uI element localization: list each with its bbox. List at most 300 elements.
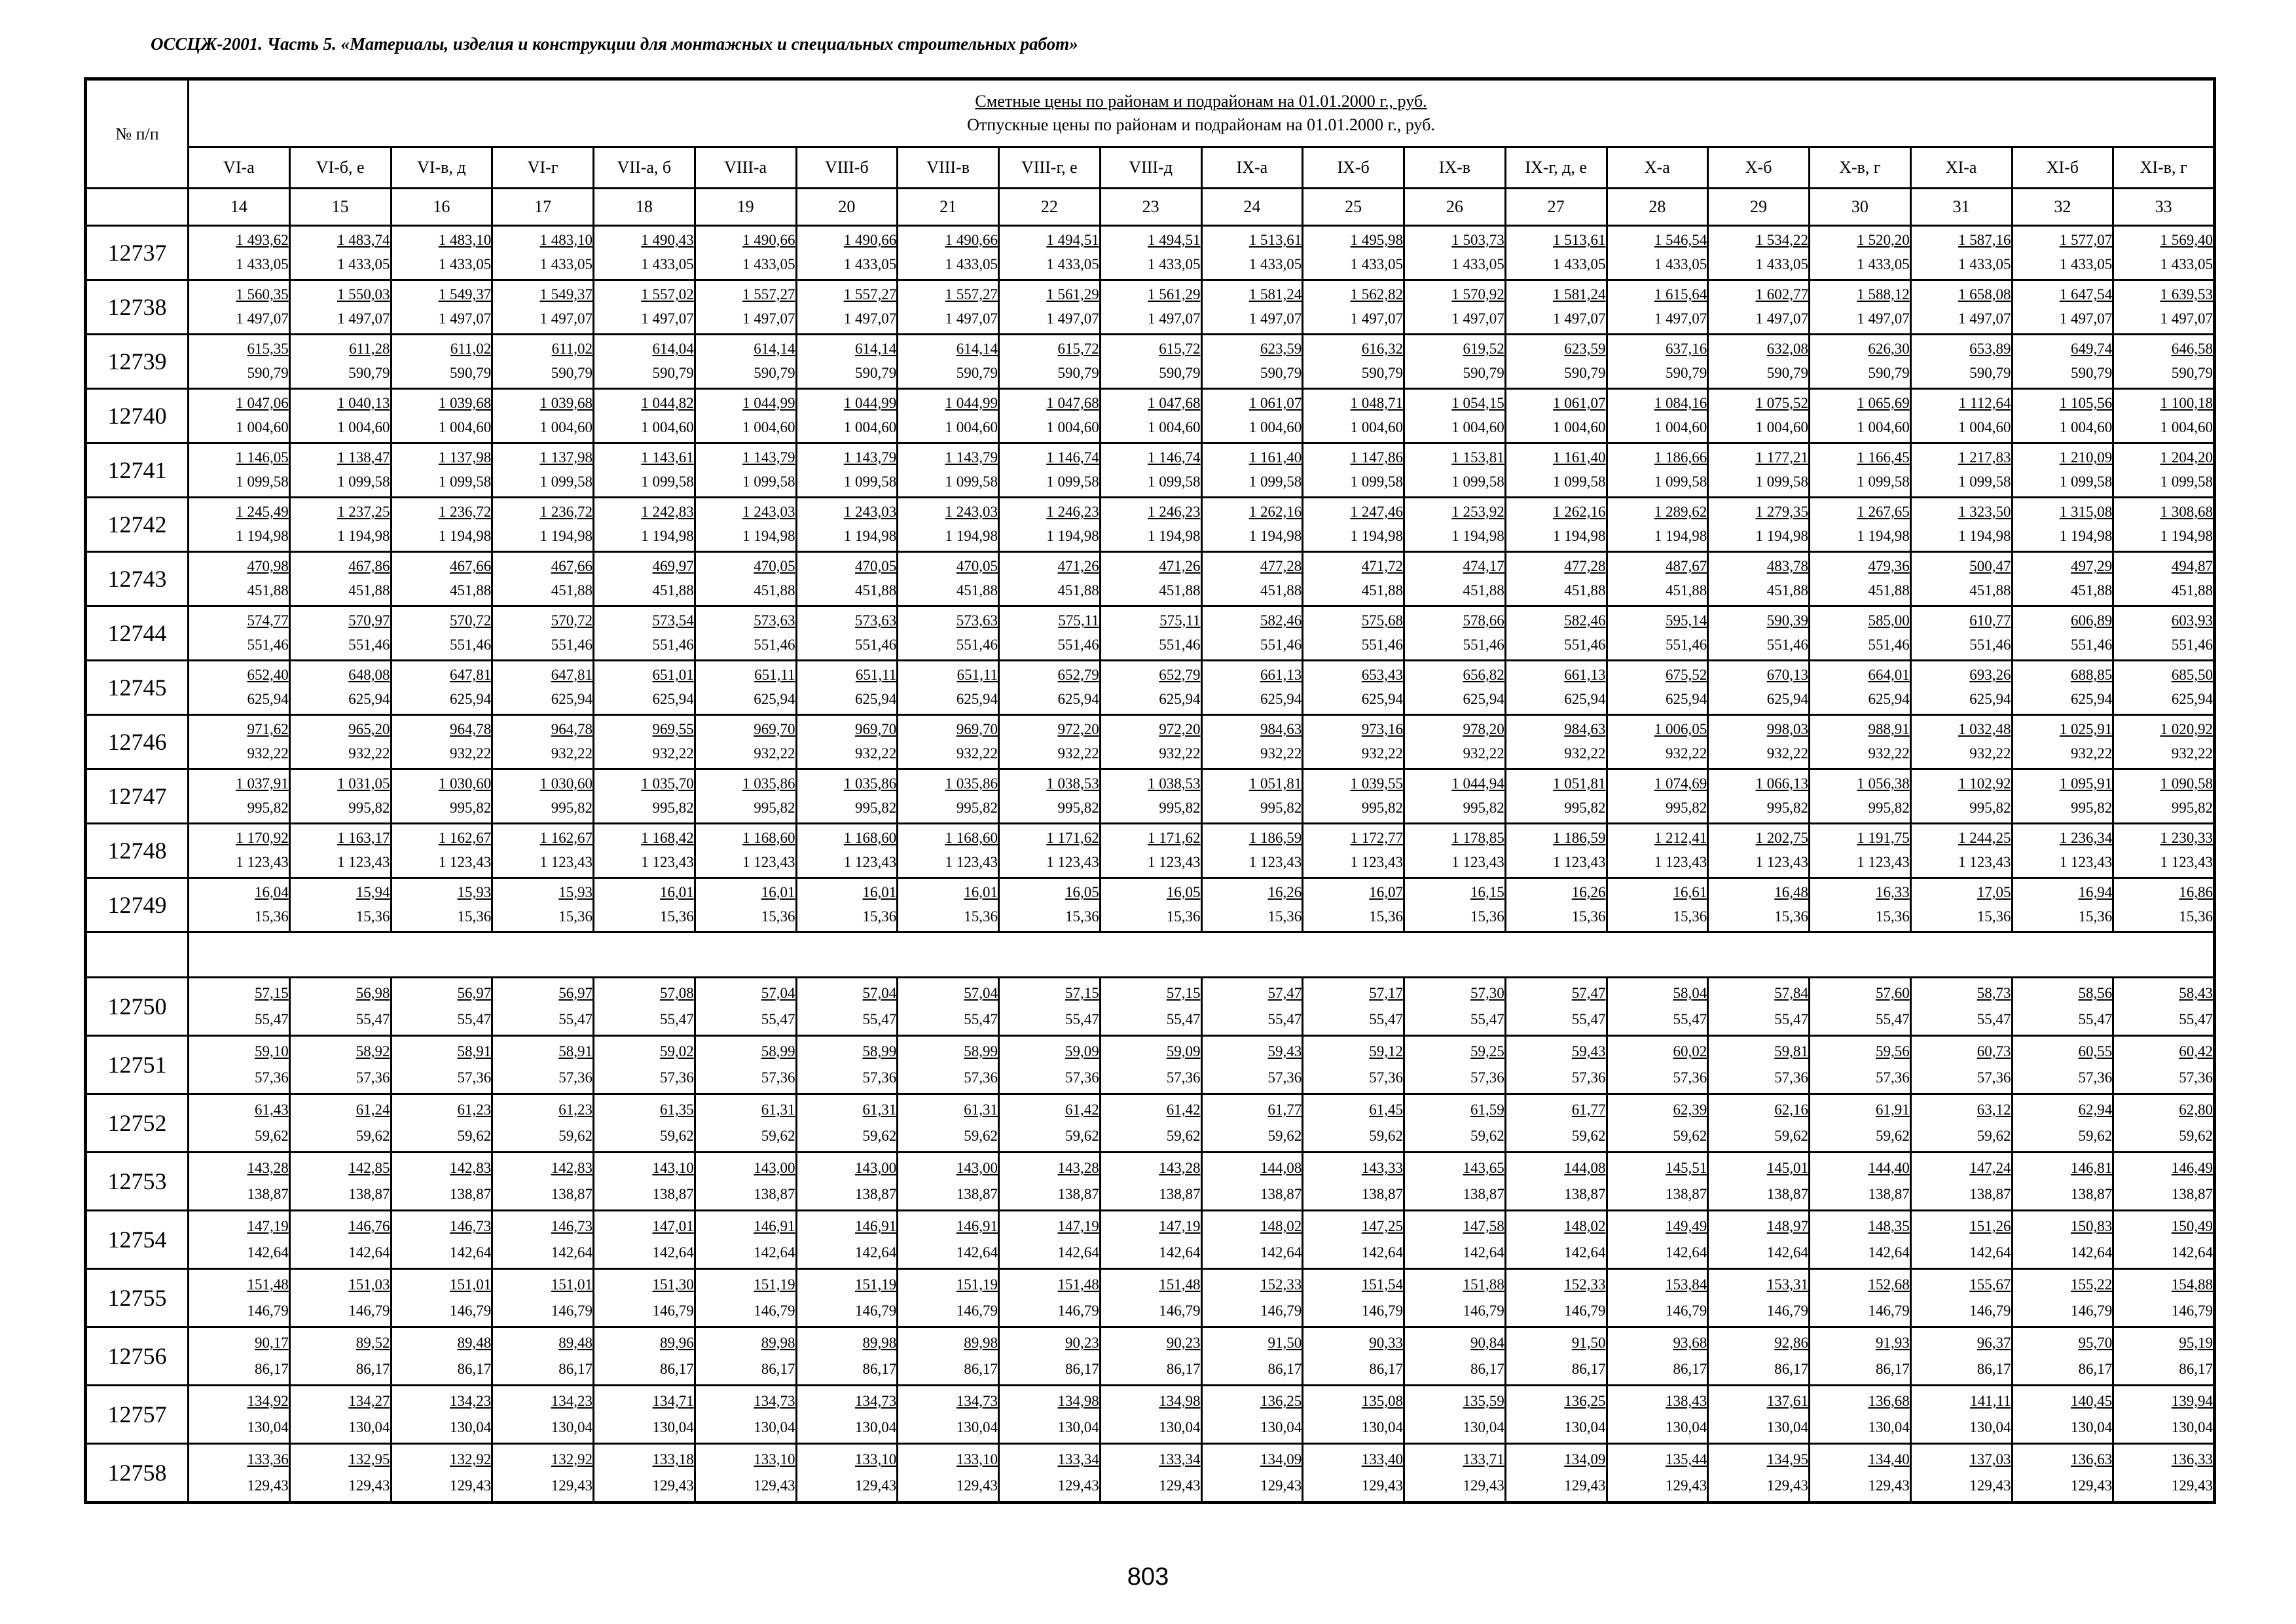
price-cell xyxy=(2012,1153,2113,1211)
estimate-price: 59,10 xyxy=(255,1043,289,1060)
release-price: 146,79 xyxy=(1463,1302,1504,1319)
estimate-price: 151,54 xyxy=(1361,1276,1403,1293)
estimate-price: 151,01 xyxy=(551,1276,592,1293)
release-price: 15,36 xyxy=(761,908,795,925)
release-price: 1 123,43 xyxy=(742,854,795,870)
price-cell xyxy=(796,335,898,389)
estimate-price: 1 056,38 xyxy=(1857,775,1910,792)
price-cell xyxy=(695,498,796,552)
estimate-price: 136,25 xyxy=(1564,1393,1606,1409)
estimate-price: 61,59 xyxy=(1470,1101,1504,1118)
estimate-price: 1 243,03 xyxy=(945,504,998,520)
item-code: 12741 xyxy=(86,443,189,498)
release-price: 551,46 xyxy=(1361,637,1403,653)
release-price: 932,22 xyxy=(2171,745,2213,762)
estimate-price: 470,05 xyxy=(754,558,795,574)
release-price: 625,94 xyxy=(1260,691,1302,707)
price-cell xyxy=(189,769,290,824)
estimate-price: 146,91 xyxy=(956,1218,998,1234)
estimate-price: 146,73 xyxy=(551,1218,592,1234)
release-price: 551,46 xyxy=(348,637,390,653)
price-cell xyxy=(594,1327,695,1386)
release-price: 995,82 xyxy=(247,800,289,816)
price-cell xyxy=(492,878,594,932)
estimate-price: 1 262,16 xyxy=(1248,504,1302,520)
estimate-price: 89,48 xyxy=(558,1335,592,1351)
release-price: 146,79 xyxy=(1766,1302,1808,1319)
estimate-price: 90,23 xyxy=(1166,1335,1201,1351)
price-cell xyxy=(898,1269,999,1327)
estimate-price: 137,61 xyxy=(1766,1393,1808,1409)
release-price: 86,17 xyxy=(1470,1361,1504,1377)
estimate-price: 89,98 xyxy=(862,1335,897,1351)
price-cell xyxy=(391,978,492,1036)
release-price: 55,47 xyxy=(457,1011,492,1027)
price-cell xyxy=(289,978,391,1036)
release-price: 451,88 xyxy=(1463,582,1504,599)
estimate-price: 59,09 xyxy=(1166,1043,1201,1060)
estimate-price: 56,97 xyxy=(558,985,592,1001)
release-price: 86,17 xyxy=(964,1361,998,1377)
price-cell xyxy=(1505,1094,1607,1153)
release-price: 15,36 xyxy=(1166,908,1201,925)
release-price: 57,36 xyxy=(1977,1069,2011,1086)
estimate-price: 133,34 xyxy=(1159,1451,1201,1467)
estimate-price: 143,00 xyxy=(855,1160,897,1176)
estimate-price: 1 308,68 xyxy=(2160,504,2213,520)
release-price: 1 194,98 xyxy=(2160,528,2213,544)
price-cell xyxy=(1810,1211,1911,1269)
estimate-price: 1 037,91 xyxy=(236,775,289,792)
estimate-price: 1 493,62 xyxy=(236,232,289,248)
price-cell xyxy=(1505,1327,1607,1386)
estimate-price: 616,32 xyxy=(1361,341,1403,357)
price-cell xyxy=(1100,1211,1201,1269)
price-cell xyxy=(1303,1444,1404,1503)
price-cell xyxy=(1201,498,1303,552)
estimate-price: 151,01 xyxy=(450,1276,492,1293)
release-price: 142,64 xyxy=(652,1244,694,1261)
release-price: 130,04 xyxy=(1564,1419,1606,1435)
release-price: 1 004,60 xyxy=(236,419,289,435)
release-price: 146,79 xyxy=(247,1302,289,1319)
price-cell xyxy=(2113,606,2215,661)
price-cell xyxy=(1201,978,1303,1036)
estimate-price: 62,94 xyxy=(2078,1101,2113,1118)
release-price: 451,88 xyxy=(1766,582,1808,599)
estimate-price: 59,43 xyxy=(1267,1043,1302,1060)
estimate-price: 614,14 xyxy=(956,341,998,357)
price-cell xyxy=(898,1444,999,1503)
price-cell xyxy=(1708,661,1810,715)
release-price: 1 433,05 xyxy=(2059,256,2113,272)
estimate-price: 1 143,79 xyxy=(843,449,897,466)
price-cell xyxy=(1100,1327,1201,1386)
release-price: 932,22 xyxy=(450,745,492,762)
release-price: 129,43 xyxy=(1057,1477,1099,1494)
release-price: 451,88 xyxy=(348,582,390,599)
estimate-price: 1 212,41 xyxy=(1654,830,1707,846)
price-cell xyxy=(1404,769,1506,824)
price-cell xyxy=(1708,226,1810,280)
release-price: 142,64 xyxy=(348,1244,390,1261)
price-cell xyxy=(594,769,695,824)
release-price: 1 497,07 xyxy=(2059,310,2113,327)
estimate-price: 151,48 xyxy=(247,1276,289,1293)
estimate-price: 971,62 xyxy=(247,721,289,737)
estimate-price: 58,91 xyxy=(457,1043,492,1060)
table-row xyxy=(86,824,2215,878)
release-price: 86,17 xyxy=(1673,1361,1707,1377)
price-cell xyxy=(1607,443,1708,498)
estimate-price: 1 549,37 xyxy=(539,286,592,303)
estimate-price: 143,28 xyxy=(1057,1160,1099,1176)
price-cell xyxy=(189,389,290,443)
estimate-price: 146,81 xyxy=(2071,1160,2113,1176)
estimate-price: 649,74 xyxy=(2071,341,2113,357)
estimate-price: 470,98 xyxy=(247,558,289,574)
table-row xyxy=(86,335,2215,389)
estimate-price: 57,15 xyxy=(1166,985,1201,1001)
price-cell xyxy=(695,661,796,715)
region-header: VIII-б xyxy=(796,147,898,189)
release-price: 625,94 xyxy=(348,691,390,707)
estimate-price: 965,20 xyxy=(348,721,390,737)
release-price: 1 497,07 xyxy=(1654,310,1707,327)
price-cell xyxy=(2113,1444,2215,1503)
price-cell xyxy=(289,769,391,824)
price-cell xyxy=(1201,1036,1303,1094)
estimate-price: 1 105,56 xyxy=(2059,395,2113,411)
estimate-price: 1 217,83 xyxy=(1958,449,2011,466)
release-price: 590,79 xyxy=(1969,365,2011,381)
price-cell xyxy=(695,389,796,443)
estimate-price: 1 236,72 xyxy=(539,504,592,520)
estimate-price: 93,68 xyxy=(1673,1335,1707,1351)
price-cell xyxy=(1505,769,1607,824)
release-price: 1 497,07 xyxy=(1451,310,1504,327)
price-cell xyxy=(1100,1269,1201,1327)
release-price: 995,82 xyxy=(1564,800,1606,816)
release-price: 1 099,58 xyxy=(2160,473,2213,490)
estimate-price: 147,19 xyxy=(247,1218,289,1234)
column-number: 29 xyxy=(1708,189,1810,226)
estimate-price: 1 044,99 xyxy=(843,395,897,411)
price-cell xyxy=(2012,1036,2113,1094)
price-cell xyxy=(594,335,695,389)
release-price: 932,22 xyxy=(348,745,390,762)
price-cell xyxy=(1607,661,1708,715)
price-cell xyxy=(391,1327,492,1386)
release-price: 59,62 xyxy=(558,1128,592,1144)
estimate-price: 1 168,60 xyxy=(945,830,998,846)
release-price: 625,94 xyxy=(652,691,694,707)
release-price: 1 194,98 xyxy=(337,528,390,544)
release-price: 590,79 xyxy=(754,365,795,381)
estimate-price: 582,46 xyxy=(1564,612,1606,629)
estimate-price: 151,03 xyxy=(348,1276,390,1293)
price-cell xyxy=(1201,389,1303,443)
estimate-price: 1 236,34 xyxy=(2059,830,2113,846)
price-cell xyxy=(695,1211,796,1269)
release-price: 130,04 xyxy=(754,1419,795,1435)
price-cell xyxy=(1708,769,1810,824)
estimate-price: 61,24 xyxy=(355,1101,390,1118)
estimate-price: 1 549,37 xyxy=(438,286,492,303)
estimate-price: 16,48 xyxy=(1774,884,1808,900)
release-price: 146,79 xyxy=(1868,1302,1910,1319)
estimate-price: 62,80 xyxy=(2179,1101,2213,1118)
estimate-price: 1 520,20 xyxy=(1857,232,1910,248)
column-number: 18 xyxy=(594,189,695,226)
price-cell xyxy=(695,552,796,606)
estimate-price: 1 172,77 xyxy=(1350,830,1403,846)
price-cell xyxy=(1303,335,1404,389)
estimate-price: 467,66 xyxy=(551,558,592,574)
estimate-price: 471,26 xyxy=(1159,558,1201,574)
price-cell xyxy=(999,661,1101,715)
release-price: 142,64 xyxy=(247,1244,289,1261)
estimate-price: 1 490,66 xyxy=(742,232,795,248)
price-cell xyxy=(2012,1269,2113,1327)
release-price: 15,36 xyxy=(558,908,592,925)
estimate-price: 1 065,69 xyxy=(1857,395,1910,411)
estimate-price: 143,65 xyxy=(1463,1160,1504,1176)
price-cell xyxy=(391,1153,492,1211)
release-price: 57,36 xyxy=(1571,1069,1606,1086)
estimate-price: 145,01 xyxy=(1766,1160,1808,1176)
price-cell xyxy=(1201,824,1303,878)
price-cell xyxy=(1810,443,1911,498)
price-cell xyxy=(898,1036,999,1094)
price-cell xyxy=(1810,978,1911,1036)
price-cell xyxy=(695,878,796,932)
estimate-price: 1 561,29 xyxy=(1148,286,1201,303)
estimate-price: 1 186,66 xyxy=(1654,449,1707,466)
estimate-price: 16,01 xyxy=(862,884,897,900)
estimate-price: 62,16 xyxy=(1774,1101,1808,1118)
estimate-price: 16,26 xyxy=(1267,884,1302,900)
release-price: 625,94 xyxy=(2171,691,2213,707)
estimate-price: 134,98 xyxy=(1159,1393,1201,1409)
estimate-price: 89,96 xyxy=(660,1335,694,1351)
release-price: 1 194,98 xyxy=(641,528,694,544)
price-cell xyxy=(492,1036,594,1094)
release-price: 451,88 xyxy=(1564,582,1606,599)
release-price: 995,82 xyxy=(1260,800,1302,816)
release-price: 1 123,43 xyxy=(1857,854,1910,870)
estimate-price: 1 483,10 xyxy=(539,232,592,248)
price-cell xyxy=(1910,226,2012,280)
estimate-price: 1 647,54 xyxy=(2059,286,2113,303)
release-price: 932,22 xyxy=(1463,745,1504,762)
price-cell xyxy=(492,443,594,498)
estimate-price: 133,18 xyxy=(652,1451,694,1467)
price-cell xyxy=(1303,389,1404,443)
price-cell xyxy=(1505,335,1607,389)
price-cell xyxy=(2113,824,2215,878)
estimate-price: 91,93 xyxy=(1876,1335,1910,1351)
column-number: 23 xyxy=(1100,189,1201,226)
page-number: 803 xyxy=(1127,1563,1169,1591)
num-header: № п/п xyxy=(86,79,189,189)
table-row xyxy=(86,280,2215,335)
estimate-price: 590,39 xyxy=(1766,612,1808,629)
price-cell xyxy=(695,226,796,280)
price-cell xyxy=(289,1153,391,1211)
release-price: 138,87 xyxy=(1564,1186,1606,1202)
estimate-price: 147,25 xyxy=(1361,1218,1403,1234)
release-price: 59,62 xyxy=(457,1128,492,1144)
price-cell xyxy=(2012,661,2113,715)
estimate-price: 578,66 xyxy=(1463,612,1504,629)
release-price: 1 433,05 xyxy=(337,256,390,272)
estimate-price: 606,89 xyxy=(2071,612,2113,629)
estimate-price: 1 047,68 xyxy=(1046,395,1099,411)
price-cell xyxy=(1810,715,1911,769)
price-cell xyxy=(2012,498,2113,552)
price-cell xyxy=(898,661,999,715)
estimate-price: 1 615,64 xyxy=(1654,286,1707,303)
estimate-price: 16,05 xyxy=(1065,884,1099,900)
estimate-price: 664,01 xyxy=(1868,667,1910,683)
price-cell xyxy=(1708,335,1810,389)
estimate-price: 1 035,86 xyxy=(843,775,897,792)
price-cell xyxy=(796,824,898,878)
release-price: 590,79 xyxy=(1666,365,1707,381)
table-row xyxy=(86,606,2215,661)
release-price: 15,36 xyxy=(1571,908,1606,925)
estimate-price: 1 186,59 xyxy=(1248,830,1302,846)
price-cell xyxy=(594,443,695,498)
estimate-price: 661,13 xyxy=(1260,667,1302,683)
region-header: VIII-в xyxy=(898,147,999,189)
release-price: 932,22 xyxy=(551,745,592,762)
release-price: 146,79 xyxy=(855,1302,897,1319)
release-price: 995,82 xyxy=(1666,800,1707,816)
release-price: 451,88 xyxy=(551,582,592,599)
price-cell xyxy=(1303,715,1404,769)
release-price: 142,64 xyxy=(754,1244,795,1261)
price-cell xyxy=(1910,1153,2012,1211)
price-cell xyxy=(1505,1036,1607,1094)
release-price: 15,36 xyxy=(1369,908,1403,925)
release-price: 15,36 xyxy=(1673,908,1707,925)
release-price: 995,82 xyxy=(754,800,795,816)
release-price: 625,94 xyxy=(1969,691,2011,707)
price-cell xyxy=(1404,606,1506,661)
price-cell xyxy=(796,1444,898,1503)
estimate-price: 614,04 xyxy=(652,341,694,357)
release-price: 130,04 xyxy=(1463,1419,1504,1435)
price-cell xyxy=(1404,498,1506,552)
release-price: 142,64 xyxy=(1666,1244,1707,1261)
price-cell xyxy=(1100,280,1201,335)
release-price: 1 497,07 xyxy=(1350,310,1403,327)
price-cell xyxy=(1607,226,1708,280)
price-cell xyxy=(1303,1386,1404,1444)
release-price: 932,22 xyxy=(1361,745,1403,762)
price-cell xyxy=(1810,661,1911,715)
price-cell xyxy=(898,606,999,661)
price-cell xyxy=(1607,1386,1708,1444)
release-price: 15,36 xyxy=(1267,908,1302,925)
release-price: 86,17 xyxy=(2179,1361,2213,1377)
release-price: 625,94 xyxy=(1361,691,1403,707)
estimate-price: 61,77 xyxy=(1267,1101,1302,1118)
price-cell xyxy=(1505,389,1607,443)
release-price: 1 123,43 xyxy=(236,854,289,870)
price-cell xyxy=(1708,1269,1810,1327)
release-price: 130,04 xyxy=(956,1419,998,1435)
price-cell xyxy=(1201,1269,1303,1327)
estimate-price: 1 546,54 xyxy=(1654,232,1707,248)
table-row xyxy=(86,1269,2215,1327)
release-price: 1 433,05 xyxy=(1553,256,1606,272)
estimate-price: 1 246,23 xyxy=(1046,504,1099,520)
release-price: 146,79 xyxy=(2071,1302,2113,1319)
price-cell xyxy=(1910,1386,2012,1444)
release-price: 138,87 xyxy=(652,1186,694,1202)
release-price: 1 433,05 xyxy=(1958,256,2011,272)
release-price: 146,79 xyxy=(1969,1302,2011,1319)
price-cell xyxy=(1201,1094,1303,1153)
price-cell xyxy=(1810,1386,1911,1444)
price-cell xyxy=(796,715,898,769)
price-cell xyxy=(189,1269,290,1327)
release-price: 1 433,05 xyxy=(1248,256,1302,272)
price-cell xyxy=(1708,606,1810,661)
price-cell xyxy=(1505,661,1607,715)
price-cell xyxy=(1201,443,1303,498)
price-cell xyxy=(189,335,290,389)
estimate-price: 1 100,18 xyxy=(2160,395,2213,411)
column-number: 15 xyxy=(289,189,391,226)
estimate-price: 1 030,60 xyxy=(438,775,492,792)
release-price: 57,36 xyxy=(2179,1069,2213,1086)
release-price: 86,17 xyxy=(1876,1361,1910,1377)
estimate-price: 143,33 xyxy=(1361,1160,1403,1176)
estimate-price: 150,49 xyxy=(2171,1218,2213,1234)
estimate-price: 1 039,55 xyxy=(1350,775,1403,792)
estimate-price: 1 030,60 xyxy=(539,775,592,792)
estimate-price: 59,12 xyxy=(1369,1043,1403,1060)
release-price: 138,87 xyxy=(1463,1186,1504,1202)
price-cell xyxy=(1810,335,1911,389)
price-cell xyxy=(391,280,492,335)
release-price: 15,36 xyxy=(255,908,289,925)
estimate-price: 1 490,43 xyxy=(641,232,694,248)
estimate-price: 497,29 xyxy=(2071,558,2113,574)
price-cell xyxy=(1607,715,1708,769)
estimate-price: 134,73 xyxy=(754,1393,795,1409)
release-price: 15,36 xyxy=(457,908,492,925)
release-price: 86,17 xyxy=(1977,1361,2011,1377)
estimate-price: 137,03 xyxy=(1969,1451,2011,1467)
price-cell xyxy=(1810,1444,1911,1503)
estimate-price: 1 243,03 xyxy=(742,504,795,520)
estimate-price: 615,72 xyxy=(1057,341,1099,357)
price-cell xyxy=(1910,878,2012,932)
estimate-price: 1 143,61 xyxy=(641,449,694,466)
release-price: 57,36 xyxy=(558,1069,592,1086)
estimate-price: 1 247,46 xyxy=(1350,504,1403,520)
price-cell xyxy=(1810,606,1911,661)
price-cell xyxy=(289,1386,391,1444)
release-price: 1 433,05 xyxy=(641,256,694,272)
release-price: 129,43 xyxy=(551,1477,592,1494)
price-cell xyxy=(1404,715,1506,769)
